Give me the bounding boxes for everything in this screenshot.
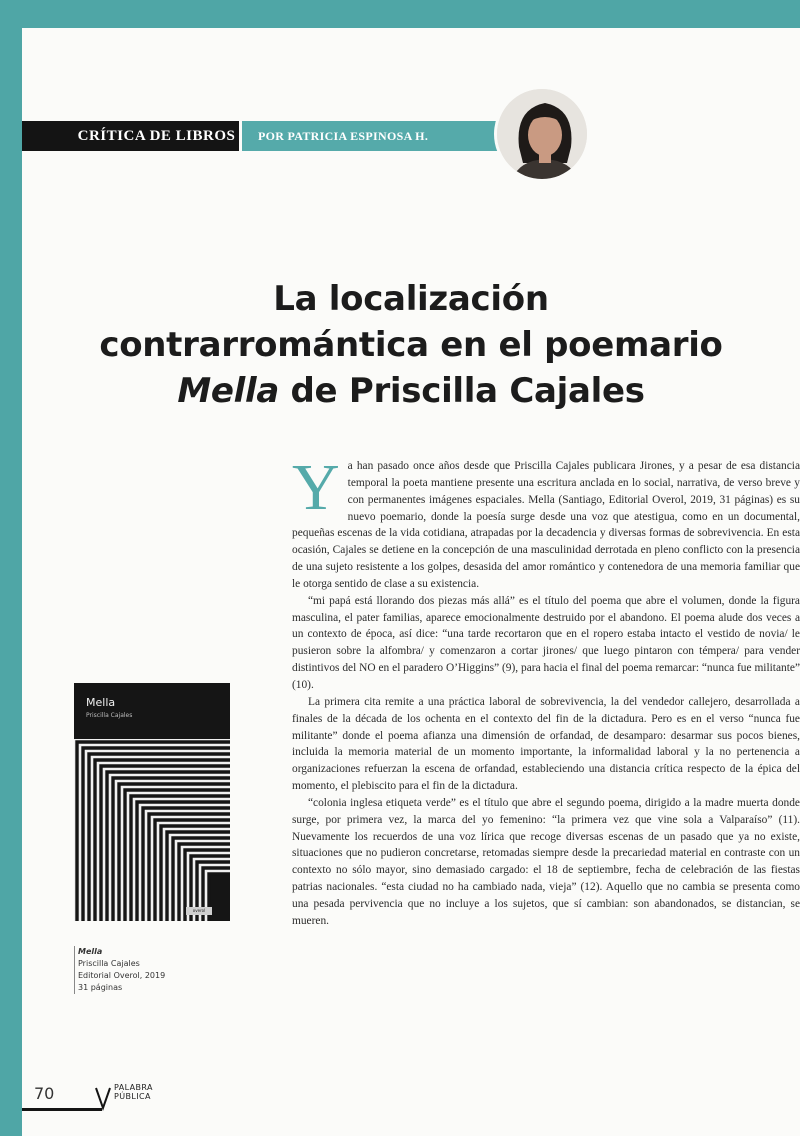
book-cover-author: Priscilla Cajales [86, 712, 133, 719]
caption-pages: 31 páginas [78, 983, 123, 992]
book-cover-title: Mella [86, 696, 116, 709]
caption-publisher: Editorial Overol, 2019 [78, 971, 166, 980]
section-label: CRÍTICA DE LIBROS [74, 121, 242, 151]
page-footer [22, 1078, 182, 1136]
title-line-1: La localización [273, 279, 549, 319]
footer-rule [22, 1108, 102, 1111]
article-title [52, 276, 770, 414]
title-line-3: de Priscilla Cajales [278, 371, 645, 411]
caption-title: Mella [78, 947, 103, 956]
header-left-block [22, 121, 74, 151]
brand-logo-icon [94, 1086, 112, 1112]
book-publisher-tag: overol [186, 907, 212, 915]
section-header [22, 121, 800, 151]
article-body [292, 451, 800, 930]
caption-author: Priscilla Cajales [78, 959, 140, 968]
paragraph-2: “mi papá está llorando dos piezas más allá” es el título del poema que abre el volumen, donde la figura masculina, el pater familias, aparece emocionalmente destruido por el abandono. El poema alude dos veces a un contexto de época, así dice: “una tarde recortaron que en el ropero estaba intacto el vestido de novia/ le pusieron sobre la alfombra/ y comenzaron a cortar jirones/ que luego pintaron con témpera/ para vender distintivos del NO en el paradero O’Higgins” (9), para hacia el final del poema remarcar: “nunca fue militante” (10). [292, 594, 800, 691]
author-avatar [494, 86, 590, 182]
magazine-page [22, 28, 800, 1136]
book-cover [74, 683, 230, 921]
paragraph-1 [292, 451, 800, 593]
drop-cap: Y [292, 451, 340, 524]
page-number: 70 [34, 1084, 55, 1103]
brand-name [114, 1083, 153, 1101]
paragraph-4: “colonia inglesa etiqueta verde” es el título que abre el segundo poema, dirigido a la madre muerta donde surge, por primera vez, la marca del yo femenino: “la primera vez que vine sola a Valparaíso” (11). Nuevamente los recuerdos de una voz lírica que recoge diversas escenas de un pasado que ya no existe, situaciones que no pudieron concretarse, retomadas siempre desde la precariedad material en contraste con un contexto no sólo mayor, sino demasiado cargado: el 18 de septiembre, fecha de celebración de las fiestas patrias nacionales. “esta ciudad no ha cambiado nada, vieja” (12). Aquello que no cambia se presenta como una pesada pervivencia que no incluye a los sujetos, que sí cambian: son abandonados, se distancian, se mueren. [292, 796, 800, 927]
book-caption [74, 946, 234, 994]
brand-line-1: PALABRA [114, 1083, 153, 1092]
paragraph-1-text: a han pasado once años desde que Priscilla Cajales publicara Jirones, y a pesar de esa distancia temporal la poeta mantiene presente una escritura anclada en lo social, narrativa, de verso breve y con permanentes imágenes espaciales. Mella (Santiago, Editorial Overol, 2019, 31 páginas) es su nuevo poemario, donde la poesía surge desde una voz que atestigua, como en un documental, pequeñas escenas de la vida cotidiana, atrapadas por la decadencia y diversas formas de sobrevivencia. En esta ocasión, Cajales se detiene en la concepción de una masculinidad derrotada en pleno conflicto con la presencia de una sujeto resistente a los golpes, desasida del amor romántico y contenedora de una memoria familiar que le otorga sentido de clase a su existencia. [292, 460, 800, 590]
book-cover-pattern [74, 739, 230, 921]
author-byline: POR PATRICIA ESPINOSA H. [242, 121, 502, 151]
paragraph-3: La primera cita remite a una práctica laboral de sobrevivencia, la del vendedor callejero, desarrollada a finales de la década de los ochenta en el contexto del fin de la dictadura. Pero es en el verso “nunca fue militante” donde el poema afianza una dimensión de orfandad, de desamparo: desarmar sus pocos bienes, incluida la memoria material de un momento importante, la informalidad laboral y la no pertenencia a organizaciones refuerzan la escena de orfandad, estableciendo una distancia crítica respecto de la épica del momento, el plebiscito para el fin de la dictadura. [292, 695, 800, 793]
title-line-2: contrarromántica en el poemario [99, 325, 723, 365]
brand-line-2: PÚBLICA [114, 1092, 151, 1101]
title-book-name: Mella [177, 371, 279, 411]
